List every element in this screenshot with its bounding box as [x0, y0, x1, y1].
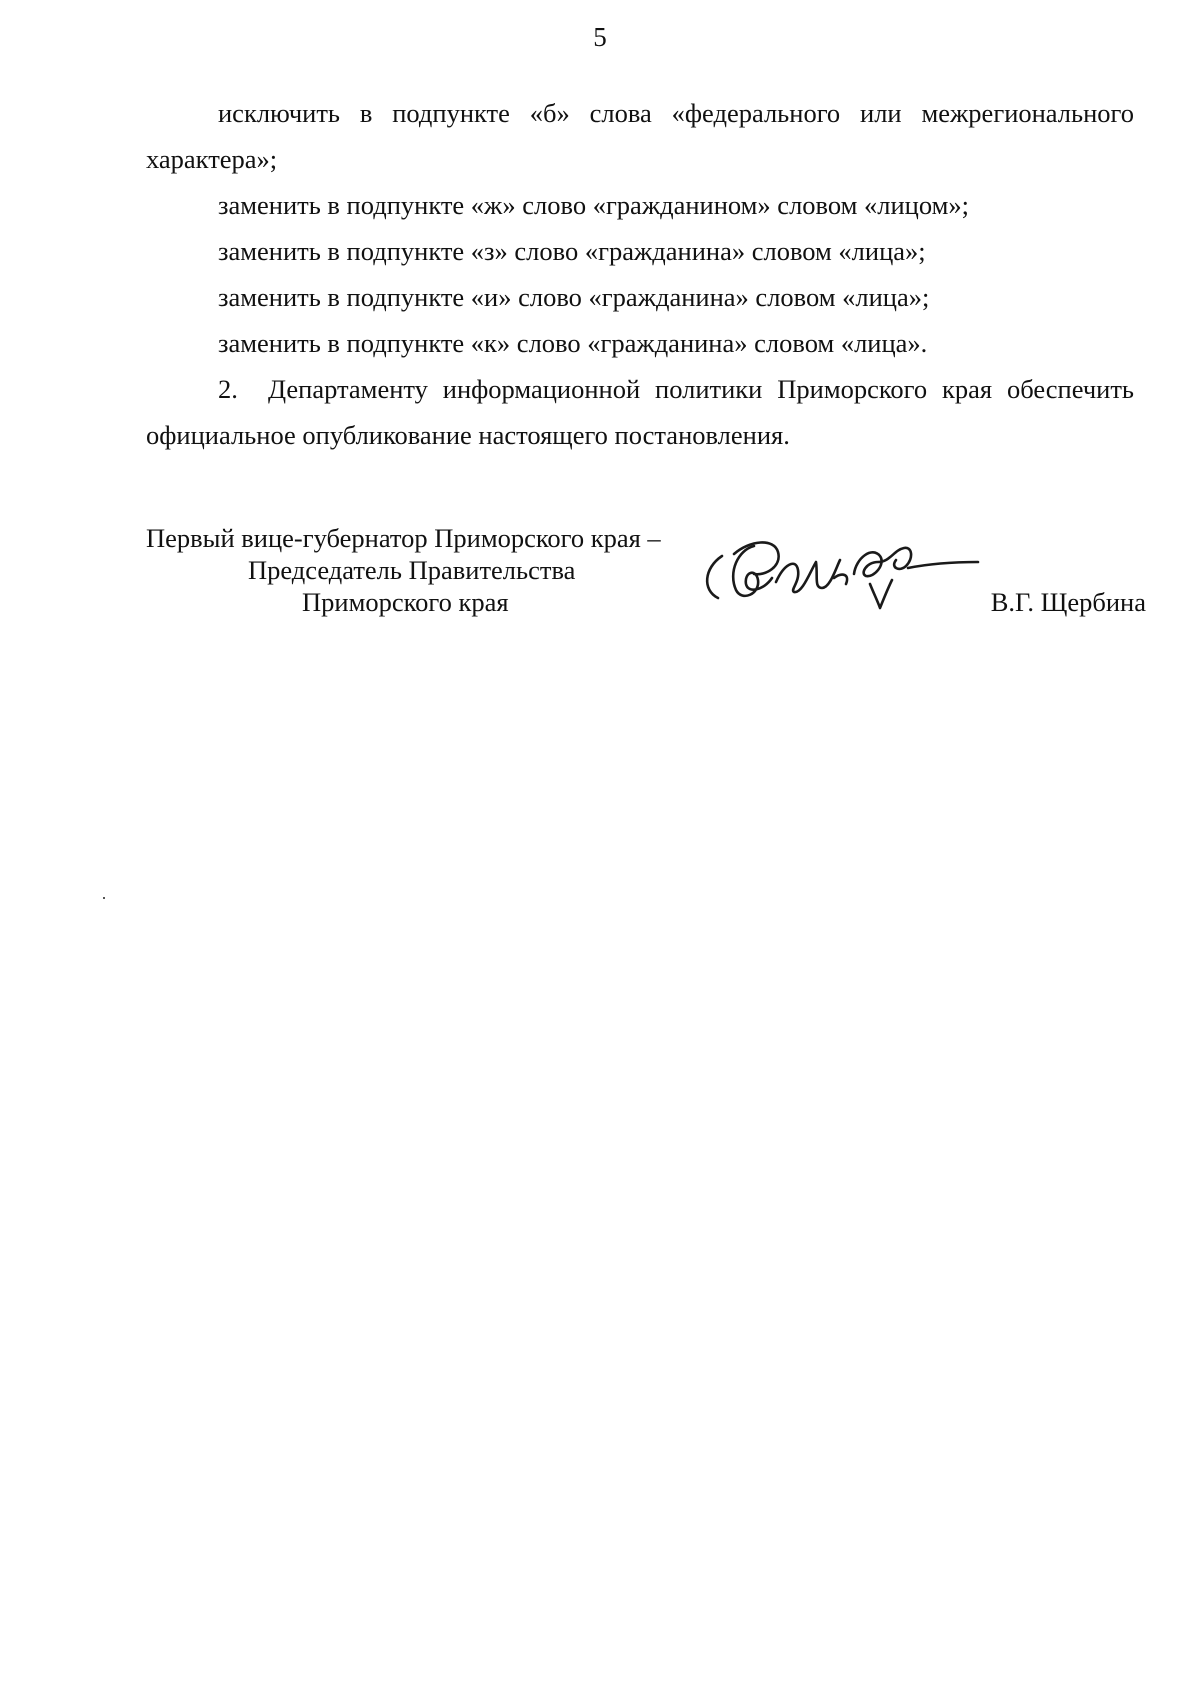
signer-name: В.Г. Щербина — [990, 587, 1146, 617]
paragraph-amend-i: заменить в подпункте «и» слово «гражданина» словом «лица»; — [218, 282, 930, 312]
signer-position-line-1: Первый вице-губернатор Приморского края – — [146, 523, 661, 553]
item-2-number: 2. — [218, 374, 238, 404]
paragraph-amend-k: заменить в подпункте «к» слово «гражданина» словом «лица». — [218, 328, 928, 358]
paragraph-amend-b: исключить в подпункте «б» слова «федерального или межрегионального характера»; — [146, 98, 1134, 174]
paragraph-amend-z: заменить в подпункте «з» слово «гражданина» словом «лица»; — [218, 236, 926, 266]
paragraph-item-2 — [146, 366, 1134, 458]
signature-block — [146, 522, 1146, 632]
signer-position-line-3: Приморского края — [302, 587, 509, 617]
handwritten-signature-icon — [694, 528, 984, 628]
signer-position-line-2: Председатель Правительства — [248, 555, 576, 585]
document-body — [146, 90, 1134, 458]
scan-speck — [103, 897, 105, 899]
item-2-text: Департаменту информационной политики Приморского края обеспечить официальное опубликование настоящего постановления. — [146, 374, 1134, 450]
page-number: 5 — [593, 22, 607, 52]
paragraph-amend-zh: заменить в подпункте «ж» слово «гражданином» словом «лицом»; — [218, 190, 969, 220]
